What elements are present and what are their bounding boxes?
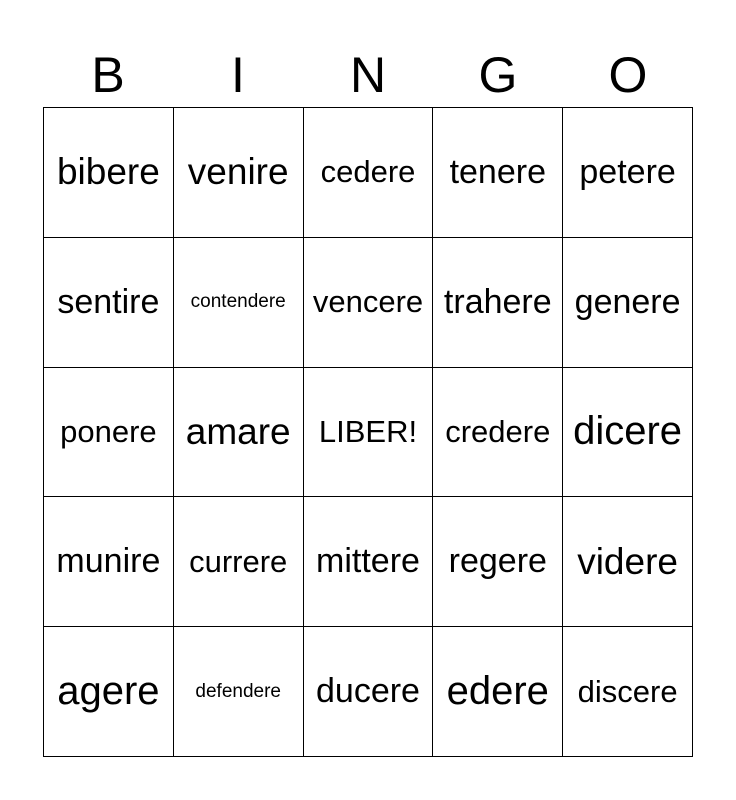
bingo-cell[interactable]: mittere xyxy=(304,497,434,627)
bingo-cell[interactable]: cedere xyxy=(304,108,434,238)
bingo-cell[interactable]: trahere xyxy=(433,238,563,368)
bingo-cell[interactable]: videre xyxy=(563,497,693,627)
header-letter-n: N xyxy=(349,47,387,103)
bingo-cell[interactable]: ponere xyxy=(44,368,174,498)
bingo-cell[interactable]: vencere xyxy=(304,238,434,368)
header-letter-g: G xyxy=(478,47,518,103)
bingo-board xyxy=(43,107,693,757)
bingo-cell[interactable]: ducere xyxy=(304,627,434,757)
header-letter-i: I xyxy=(231,47,245,103)
bingo-cell[interactable]: tenere xyxy=(433,108,563,238)
bingo-cell[interactable]: discere xyxy=(563,627,693,757)
bingo-cell[interactable]: defendere xyxy=(174,627,304,757)
free-space-cell[interactable]: LIBER! xyxy=(304,368,434,498)
bingo-cell[interactable]: edere xyxy=(433,627,563,757)
bingo-cell[interactable]: petere xyxy=(563,108,693,238)
bingo-cell[interactable]: sentire xyxy=(44,238,174,368)
bingo-cell[interactable]: contendere xyxy=(174,238,304,368)
bingo-cell[interactable]: regere xyxy=(433,497,563,627)
bingo-cell[interactable]: dicere xyxy=(563,368,693,498)
bingo-cell[interactable]: amare xyxy=(174,368,304,498)
header-letter-b: B xyxy=(91,47,125,103)
bingo-cell[interactable]: bibere xyxy=(44,108,174,238)
bingo-cell[interactable]: genere xyxy=(563,238,693,368)
header-letter-o: O xyxy=(608,47,648,103)
bingo-cell[interactable]: venire xyxy=(174,108,304,238)
bingo-header xyxy=(43,44,693,106)
bingo-cell[interactable]: credere xyxy=(433,368,563,498)
bingo-cell[interactable]: currere xyxy=(174,497,304,627)
bingo-cell[interactable]: munire xyxy=(44,497,174,627)
bingo-cell[interactable]: agere xyxy=(44,627,174,757)
